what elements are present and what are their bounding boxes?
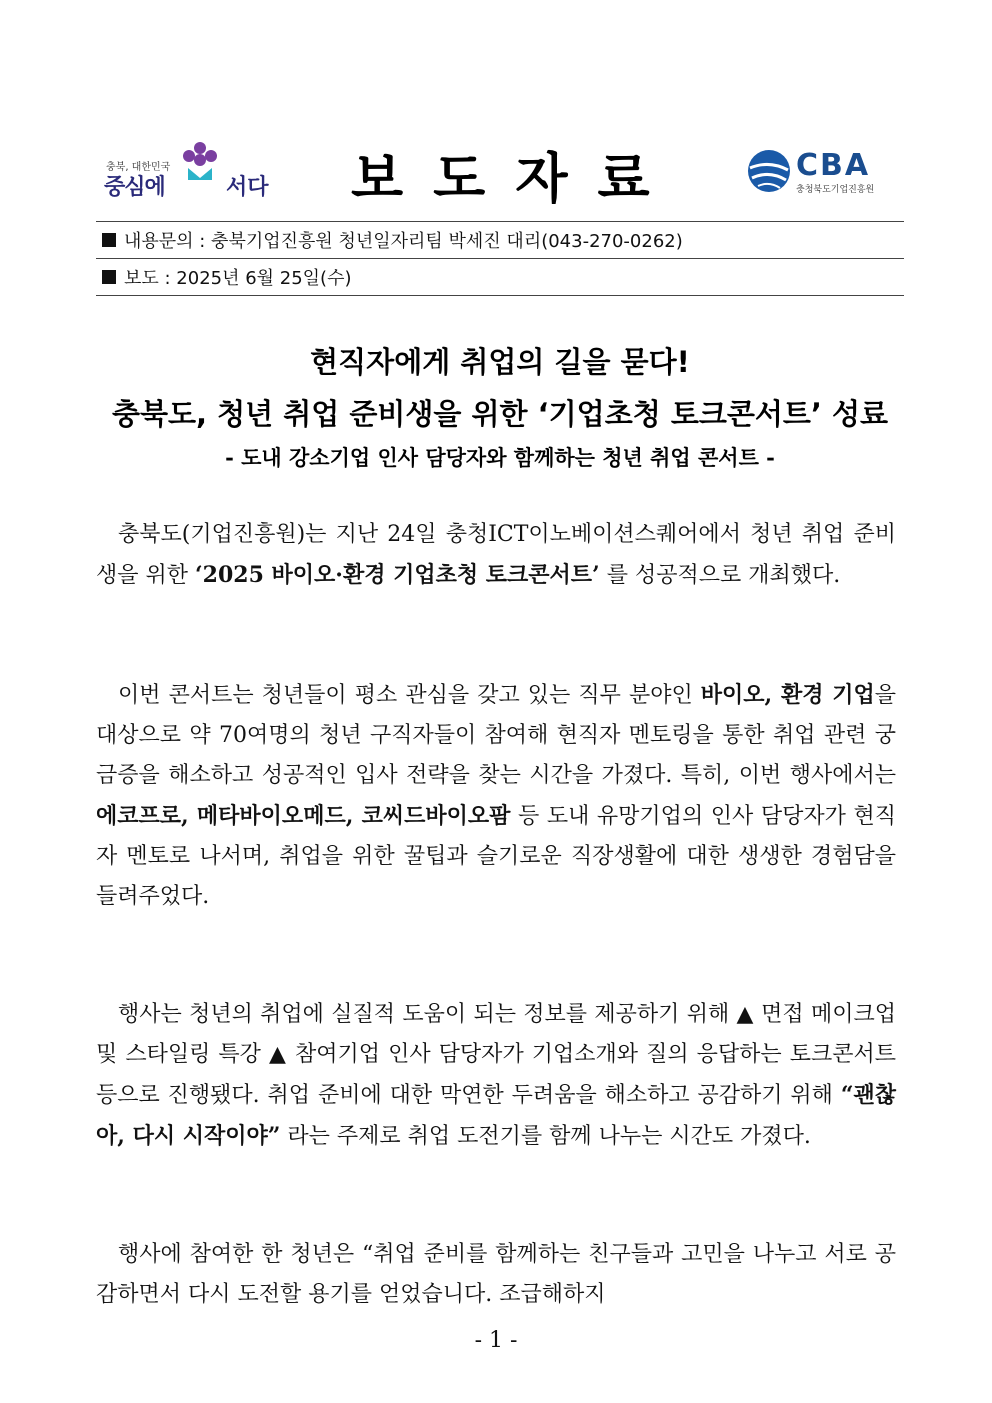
paragraph-2 [96, 675, 896, 917]
page-title: 보도자료 [351, 147, 680, 210]
contact-row [96, 221, 904, 258]
headline-main: 현직자에게 취업의 길을 묻다! [310, 345, 690, 379]
p2-text-c: 을 대상으로 약 70여명의 청년 구직자들이 참여해 현직자 멘토링을 통한 취업 관련 궁금증을 해소하고 성공적인 입사 전략을 찾는 시간을 가졌다. 특히, 이번 행사에서는 [96, 683, 896, 788]
logo-word-1: 중심에 [104, 175, 165, 200]
p3-bold: “괜찮아, 다시 시작이야” [96, 1082, 896, 1149]
paragraph-1 [96, 515, 896, 596]
logo-chungbuk [102, 140, 272, 202]
info-box [96, 221, 904, 296]
header [96, 130, 904, 210]
logo-cba [746, 148, 896, 198]
p3-text-c: 라는 주제로 취업 도전기를 함께 나누는 시간도 가졌다. [280, 1124, 811, 1149]
square-bullet-icon [102, 233, 116, 247]
headline-subtitle: - 도내 강소기업 인사 담당자와 함께하는 청년 취업 콘서트 - [225, 445, 775, 470]
paragraph-4 [96, 1235, 896, 1315]
square-bullet-icon [102, 270, 116, 284]
logo-slogan-small: 충북, 대한민국 [106, 162, 171, 173]
logo-word-2: 서다 [226, 175, 269, 200]
flower-emblem-icon [180, 140, 220, 180]
contact-text: 내용문의 : 충북기업진흥원 청년일자리팀 박세진 대리(043-270-0262) [124, 231, 683, 252]
p2-bold-1: 바이오, 환경 기업 [700, 682, 875, 708]
paragraph-3 [96, 995, 896, 1157]
release-row [96, 258, 904, 296]
release-text: 보도 : 2025년 6월 25일(수) [124, 268, 352, 289]
p4-text-a: 행사에 참여한 한 청년은 “취업 준비를 함께하는 친구들과 고민을 나누고 서로 공감하면서 다시 도전할 용기를 얻었습니다. 조급해하지 [96, 1242, 896, 1307]
p2-text-a: 이번 콘서트는 청년들이 평소 관심을 갖고 있는 직무 분야인 [118, 683, 701, 708]
globe-logo-icon [746, 148, 792, 194]
page-number: - 1 - [474, 1328, 518, 1353]
p1-text-a: 충북도(기업진흥원)는 지난 24일 충청ICT이노베이션스퀘어에서 청년 취업 준비생을 위한 [96, 522, 896, 588]
p2-text-e: 등 도내 유망기업의 인사 담당자가 현직자 멘토로 나서며, 취업을 위한 꿀팁과 슬기로운 직장생활에 대한 생생한 경험담을 들려주었다. [96, 804, 896, 909]
p1-bold: ‘2025 바이오·환경 기업초청 토크콘서트’ [195, 562, 600, 588]
headline-secondary: 충북도, 청년 취업 준비생을 위한 ‘기업초청 토크콘서트’ 성료 [111, 397, 889, 431]
p3-text-a: 행사는 청년의 취업에 실질적 도움이 되는 정보를 제공하기 위해 ▲ 면접 메이크업 및 스타일링 특강 ▲ 참여기업 인사 담당자가 기업소개와 질의 응답하는 토크콘서트 등으로 진행됐다. 취업 준비에 대한 막연한 두려움을 해소하고 공감하기 위해 [96, 1002, 896, 1108]
p1-text-c: 를 성공적으로 개최했다. [599, 563, 841, 588]
p2-bold-2: 에코프로, 메타바이오메드, 코씨드바이오팜 [96, 803, 511, 829]
logo-cba-text: CBA [796, 148, 871, 183]
logo-cba-subtitle: 충청북도기업진흥원 [796, 185, 875, 195]
